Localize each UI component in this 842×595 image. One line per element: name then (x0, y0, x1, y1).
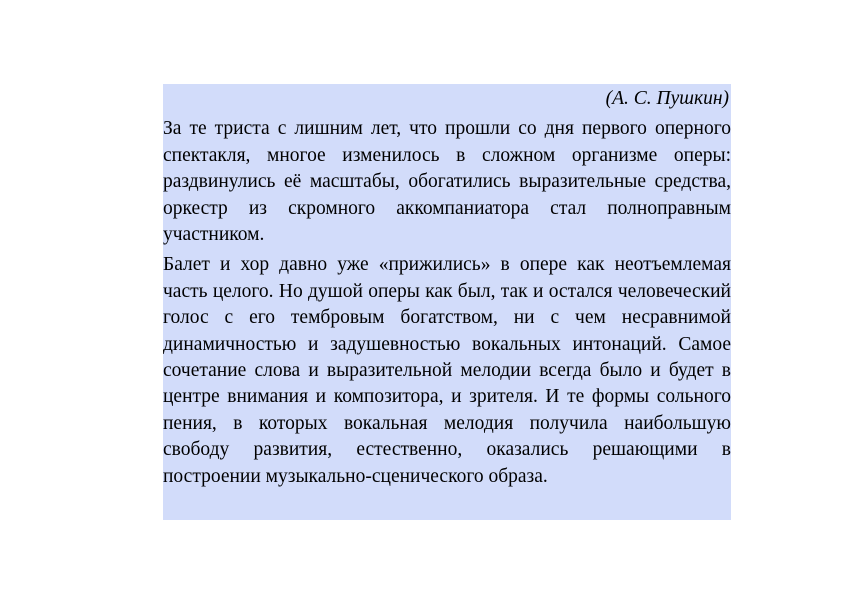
paragraph-1: За те триста с лишним лет, что прошли со дня первого оперного спектакля, многое изменилось в сложном организме оперы: раздвинулись её масштабы, обогатились выразительные средства, оркестр из скромного аккомпаниатора стал полноправным участником. (163, 118, 731, 246)
quote-attribution: (А. С. Пушкин) (605, 88, 729, 109)
paragraph-2: Балет и хор давно уже «прижились» в опере как неотъемлемая часть целого. Но душой оперы как был, так и остался человеческий голос с его тембровым богатством, ни с чем несравнимой динамичностью и задушевностью вокальных интонаций. Самое сочетание слова и выразительной мелодии всегда было и будет в центре внимания и композитора, и зрителя. И те формы сольного пения, в которых вокальная мелодия получила наибольшую свободу развития, естественно, оказались решающими в построении музыкально-сценического образа. (163, 254, 731, 487)
text-box (163, 84, 731, 520)
